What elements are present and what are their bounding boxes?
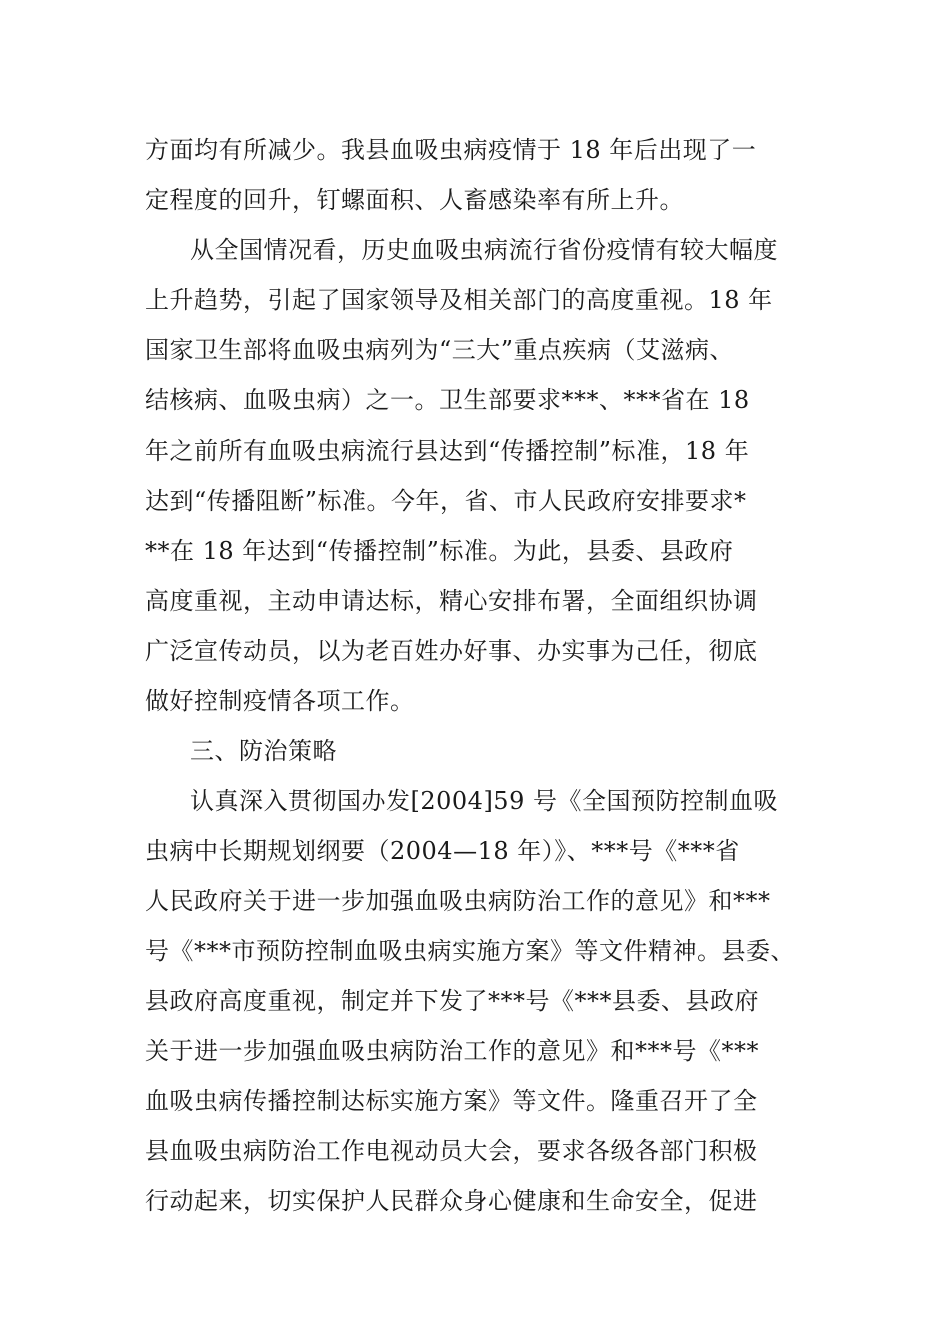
text-line: 国家卫生部将血吸虫病列为“三大”重点疾病（艾滋病、 [145, 336, 735, 364]
text-line: 结核病、血吸虫病）之一。卫生部要求***、***省在 18 [145, 386, 750, 414]
paragraph-start: 从全国情况看，历史血吸虫病流行省份疫情有较大幅度 [190, 236, 778, 264]
text-line: 年之前所有血吸虫病流行县达到“传播控制”标准，18 年 [145, 437, 750, 465]
text-line: **在 18 年达到“传播控制”标准。为此，县委、县政府 [145, 537, 734, 565]
text-line: 关于进一步加强血吸虫病防治工作的意见》和***号《*** [145, 1037, 759, 1065]
text-line: 行动起来，切实保护人民群众身心健康和生命安全，促进 [145, 1187, 758, 1215]
section-heading: 三、防治策略 [190, 737, 337, 765]
text-line: 广泛宣传动员，以为老百姓办好事、办实事为己任，彻底 [145, 637, 758, 665]
text-line: 虫病中长期规划纲要（2004—18 年）》、***号《***省 [145, 837, 740, 865]
text-line: 人民政府关于进一步加强血吸虫病防治工作的意见》和*** [145, 887, 771, 915]
text-line: 血吸虫病传播控制达标实施方案》等文件。隆重召开了全 [145, 1087, 758, 1115]
text-line: 做好控制疫情各项工作。 [145, 687, 415, 715]
text-line: 方面均有所减少。我县血吸虫病疫情于 18 年后出现了一 [145, 136, 757, 164]
paragraph-start: 认真深入贯彻国办发[2004]59 号《全国预防控制血吸 [190, 787, 778, 815]
text-line: 上升趋势，引起了国家领导及相关部门的高度重视。18 年 [145, 286, 773, 314]
text-line: 县血吸虫病防治工作电视动员大会，要求各级各部门积极 [145, 1137, 758, 1165]
text-line: 达到“传播阻断”标准。今年，省、市人民政府安排要求* [145, 487, 747, 515]
text-line: 高度重视，主动申请达标，精心安排布署，全面组织协调 [145, 587, 758, 615]
text-line: 号《***市预防控制血吸虫病实施方案》等文件精神。县委、 [145, 937, 795, 965]
text-line: 定程度的回升，钉螺面积、人畜感染率有所上升。 [145, 186, 684, 214]
text-line: 县政府高度重视，制定并下发了***号《***县委、县政府 [145, 987, 759, 1015]
